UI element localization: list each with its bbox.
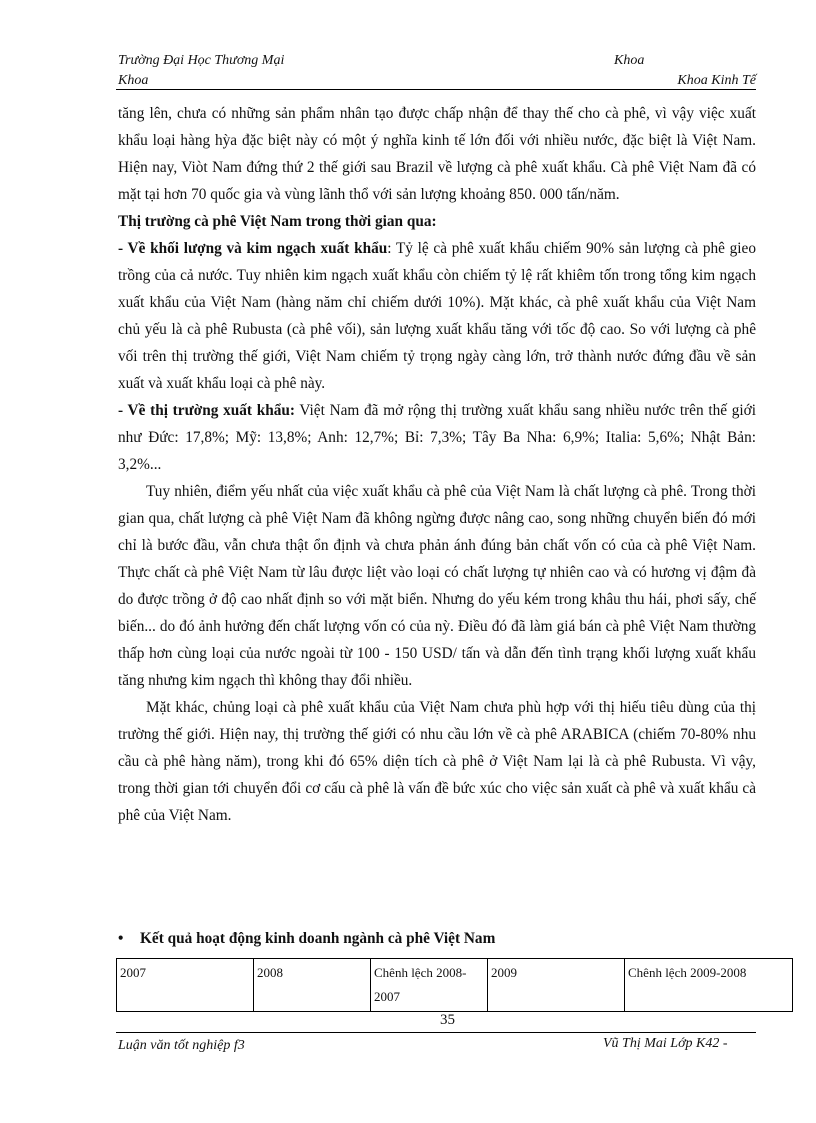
table-header-row (117, 959, 793, 1012)
paragraph-2-text: : Tỷ lệ cà phê xuất khẩu chiếm 90% sản lượng cà phê gieo trồng của cả nước. Tuy nhiên kim ngạch xuất khẩu còn chiếm tỷ lệ rất khiêm tốn trong tổng kim ngạch xuất khẩu của Việt Nam (hàng năm chỉ chiếm dưới 10%). Mặt khác, cà phê xuất khẩu của Việt Nam chủ yếu là cà phê Rubusta (cà phê vối), sản lượng xuất khẩu tăng với tốc độ cao. So với lượng cà phê vối trên thị trường thế giới, Việt Nam chiếm tỷ trọng ngày càng lớn, trở thành nước đứng đầu về sản xuất và xuất khẩu loại cà phê này. (118, 240, 756, 392)
footer-left: Luận văn tốt nghiệp f3 (118, 1038, 245, 1053)
table-cell: Chênh lệch 2009-2008 (625, 959, 793, 1012)
section-heading-text: Thị trường cà phê Việt Nam trong thời gian qua: (118, 213, 437, 230)
section-heading (118, 208, 756, 235)
paragraph-5: Mặt khác, chủng loại cà phê xuất khẩu của Việt Nam chưa phù hợp với thị hiếu tiêu dùng của thị trường thế giới. Hiện nay, thị trường thế giới có nhu cầu lớn về cà phê ARABICA (chiếm 70-80% nhu cầu cà phê hàng năm), trong khi đó 65% diện tích cà phê ở Việt Nam lại là cà phê Rubusta. Vì vậy, trong thời gian tới chuyển đổi cơ cấu cà phê là vấn đề bức xúc cho việc sản xuất cà phê và xuất khẩu cà phê của Việt Nam. (118, 699, 756, 824)
header-divider (116, 89, 756, 90)
header-center: Khoa (614, 53, 645, 68)
header-left-line2: Khoa (118, 73, 149, 88)
bullet-heading (118, 930, 495, 948)
paragraph-3-text: Việt Nam đã mở rộng thị trường xuất khẩu sang nhiều nước trên thế giới như Đức: 17,8%; Mỹ: 13,8%; Anh: 12,7%; Bỉ: 7,3%; Tây Ba Nha: 6,9%; Italia: 5,6%; Nhật Bản: 3,2%... (118, 402, 756, 473)
paragraph-3-lead: - Về thị trường xuất khẩu: (118, 402, 295, 419)
table-cell: 2007 (117, 959, 254, 1012)
table-cell: 2009 (488, 959, 625, 1012)
paragraph-3 (118, 397, 756, 478)
paragraph-2 (118, 235, 756, 397)
body-text (118, 100, 756, 829)
header-right-line2: Khoa Kinh Tế (677, 73, 756, 88)
footer-right: Vũ Thị Mai Lớp K42 - (603, 1036, 728, 1051)
table-cell: Chênh lệch 2008-2007 (371, 959, 488, 1012)
paragraph-1: tăng lên, chưa có những sản phẩm nhân tạo được chấp nhận để thay thế cho cà phê, vì vậy việc xuất khẩu loại hàng hỳa đặc biệt này có một ý nghĩa kinh tế lớn đối với nhiều nước, đặc biệt là Việt Nam. Hiện nay, Viòt Nam đứng thứ 2 thế giới sau Brazil về lượng cà phê xuất khẩu. Cà phê Việt Nam đã có mặt tại hơn 70 quốc gia và vùng lãnh thổ với sản lượng khoảng 850. 000 tấn/năm. (118, 105, 756, 203)
page-number: 35 (440, 1012, 455, 1028)
footer-divider (116, 1032, 756, 1033)
bullet-heading-text: Kết quả hoạt động kinh doanh ngành cà phê Việt Nam (140, 930, 496, 947)
results-table (116, 958, 793, 1012)
paragraph-4: Tuy nhiên, điểm yếu nhất của việc xuất khẩu cà phê của Việt Nam là chất lượng cà phê. Trong thời gian qua, chất lượng cà phê Việt Nam đã không ngừng được nâng cao, song những chuyển biến đó mới chỉ là bước đầu, vẫn chưa thật ổn định và chưa phản ánh đúng bản chất vốn có của cà phê Việt Nam. Thực chất cà phê Việt Nam từ lâu được liệt vào loại có chất lượng tự nhiên cao và có hương vị đậm đà do được trồng ở độ cao nhất định so với mặt biển. Nhưng do yếu kém trong khâu thu hái, phơi sấy, chế biến... do đó ảnh hưởng đến chất lượng vốn có của nỳ. Điều đó đã làm giá bán cà phê Việt Nam thường thấp hơn cùng loại của nước ngoài từ 100 - 150 USD/ tấn và dẫn đến tình trạng khối lượng xuất khẩu tăng nhưng kim ngạch thì không thay đổi nhiều. (118, 483, 756, 689)
header-school: Trường Đại Học Thương Mại (118, 53, 285, 68)
paragraph-2-lead: - Về khối lượng và kim ngạch xuất khẩu (118, 240, 388, 257)
bullet-dot-icon: • (118, 930, 124, 947)
table-cell: 2008 (254, 959, 371, 1012)
